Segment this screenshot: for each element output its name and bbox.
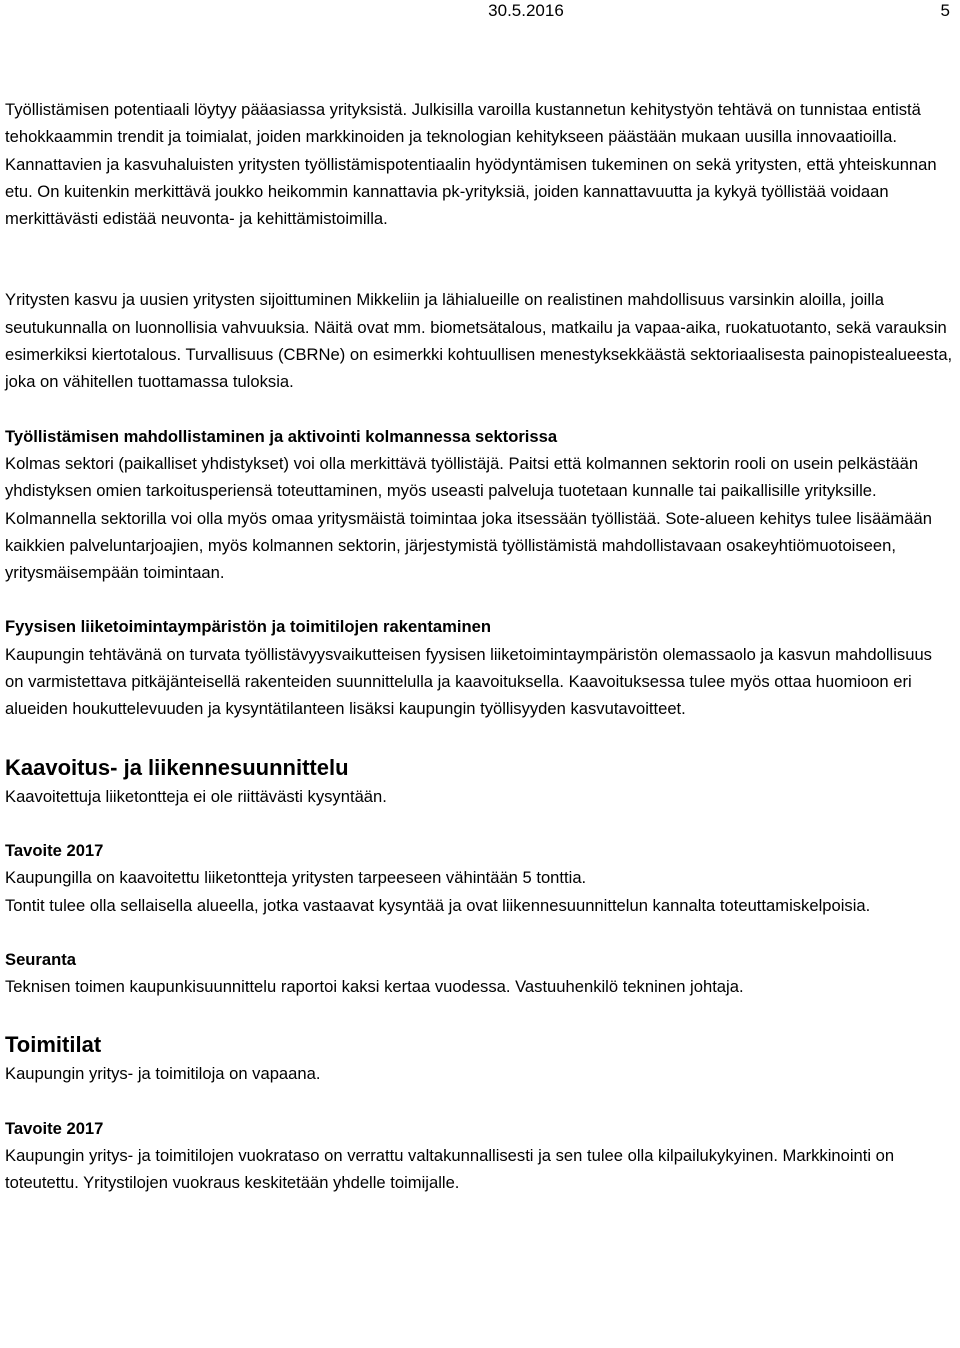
paragraph-business-growth: Yritysten kasvu ja uusien yritysten sijoittuminen Mikkeliin ja lähialueille on realistinen mahdollisuus varsinkin aloilla, joilla seutukunnalla on luonnollisia vahvuuksia. Näitä ovat mm. biometsätalous, matkailu ja vapaa-aika, ruokatuotanto, sekä varauksin esimerkiksi kiertotalous. Turvallisuus (CBRNe) on esimerkki kohtuullisen menestyksekkäästä sektoriaalisesta painopistealueesta, joka on vähitellen tuottamassa tuloksia. [5,290,953,392]
heading-zoning-followup: Seuranta [5,949,77,969]
paragraph-zoning-followup: Teknisen toimen kaupunkisuunnittelu raportoi kaksi kertaa vuodessa. Vastuuhenkilö tekninen johtaja. [5,977,744,997]
page-number: 5 [940,1,950,20]
heading-zoning: Kaavoitus- ja liikennesuunnittelu [5,754,349,780]
paragraph-business-environment: Kaupungin tehtävänä on turvata työllistävyysvaikutteisen fyysisen liiketoimintaympäristön olemassaolo ja kasvun mahdollisuus on varmistettava pitkäjänteisellä rakenteiden suunnittelulla ja kaavoituksella. Kaavoituksessa tulee myös ottaa huomioon eri alueiden houkuttelevuuden ja kysyntätilanteen lisäksi kaupungin työllisyyden kasvutavoitteet. [5,644,932,719]
paragraph-employment-potential: Työllistämisen potentiaali löytyy pääasiassa yrityksistä. Julkisilla varoilla kustannetun kehitystyön tehtävä on tunnistaa entistä tehokkaammin trendit ja toimialat, joiden markkinoiden ja teknologian kehitykseen päästään mukaan uusilla innovaatioilla. Kannattavien ja kasvuhaluisten yritysten työllistämispotentiaalin hyödyntämisen tukeminen on sekä yritysten, että yhteiskunnan etu. On kuitenkin merkittävä joukko heikommin kannattavia pk-yrityksiä, joiden kannattavuutta ja kykyä työllistää voidaan merkittävästi edistää neuvonta- ja kehittämistoimilla. [5,100,937,229]
paragraph-premises-intro: Kaupungin yritys- ja toimitiloja on vapaana. [5,1064,321,1084]
heading-premises: Toimitilat [5,1032,102,1058]
header-date: 30.5.2016 [488,1,564,20]
page-header [488,0,950,22]
paragraph-third-sector: Kolmas sektori (paikalliset yhdistykset) voi olla merkittävä työllistäjä. Paitsi että kolmannen sektorin rooli on usein pelkästään yhdistyksen omien tarkoitusperiensä toteuttaminen, myös useasti palveluja tuotetaan kunnalle tai paikallisille yrityksille. Kolmannella sektorilla voi olla myös omaa yritysmäistä toimintaa joka itsessään työllistää. Sote-alueen kehitys tulee lisäämään kaikkien palveluntarjoajien, myös kolmannen sektorin, järjestymistä työllistämistä mahdollistavaan osakeyhtiömuotoiseen, yritysmäisempään toimintaan. [5,453,932,583]
paragraph-zoning-goal-1: Kaupungilla on kaavoitettu liiketontteja yritysten tarpeeseen vähintään 5 tonttia. [5,868,587,888]
paragraph-zoning-intro: Kaavoitettuja liiketontteja ei ole riittävästi kysyntään. [5,786,387,806]
heading-third-sector: Työllistämisen mahdollistaminen ja aktivointi kolmannessa sektorissa [5,426,558,446]
paragraph-zoning-goal-2: Tontit tulee olla sellaisella alueella, jotka vastaavat kysyntää ja ovat liikennesuunnittelun kannalta toteuttamiskelpoisia. [5,895,871,915]
document-body [5,96,955,1197]
heading-business-environment: Fyysisen liiketoimintaympäristön ja toimitilojen rakentaminen [5,617,491,637]
heading-zoning-goal: Tavoite 2017 [5,840,104,860]
heading-premises-goal: Tavoite 2017 [5,1118,104,1138]
paragraph-premises-goal: Kaupungin yritys- ja toimitilojen vuokrataso on verrattu valtakunnallisesti ja sen tulee olla kilpailukykyinen. Markkinointi on toteutettu. Yritystilojen vuokraus keskitetään yhdelle toimijalle. [5,1146,895,1193]
